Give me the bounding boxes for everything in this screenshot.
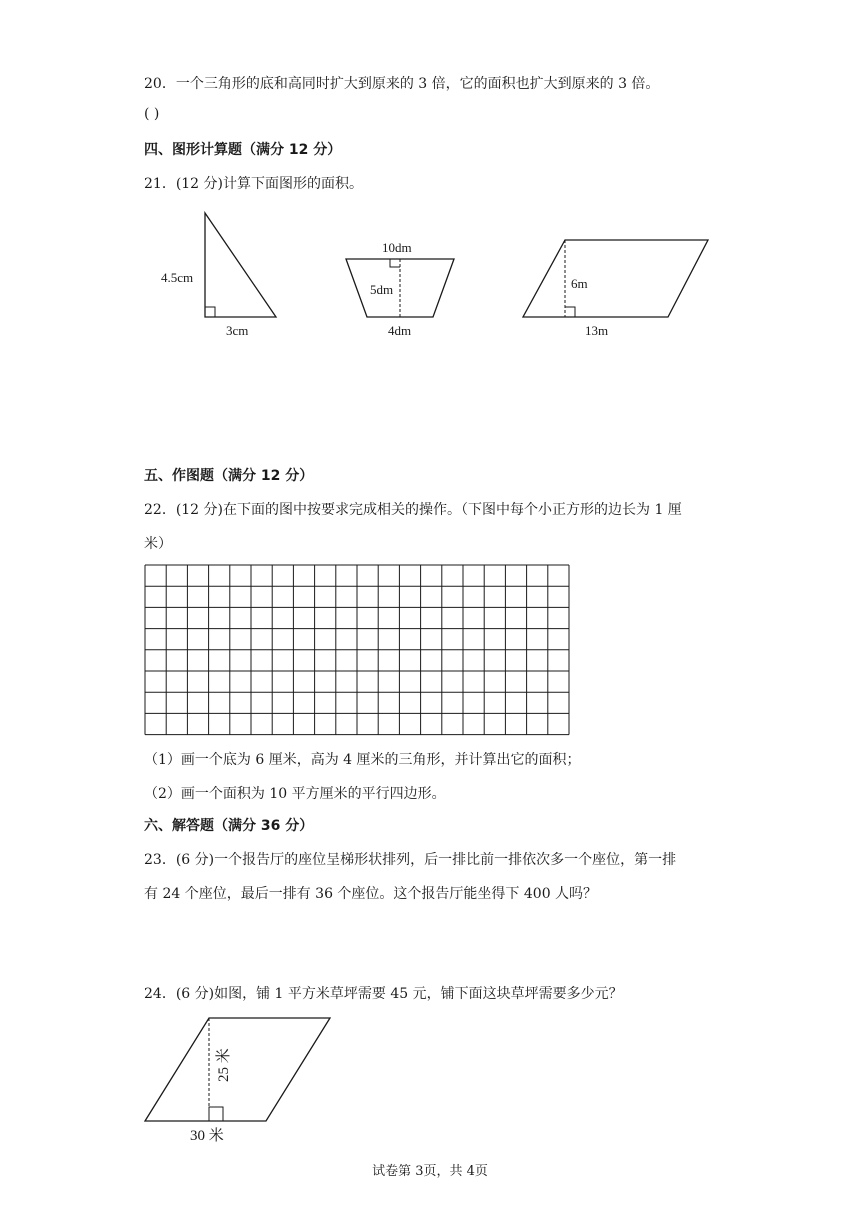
question-23-text-line2: 有 24 个座位，最后一排有 36 个座位。这个报告厅能坐得下 400 人吗？ [144,886,598,902]
question-20-answer-blank: ( ) [144,106,160,122]
q22-square-grid [144,564,572,736]
question-23-text-line1: 23．(6 分)一个报告厅的座位呈梯形状排列，后一排比前一排依次多一个座位，第一排 [144,852,677,868]
question-24-text: 24．(6 分)如图，铺 1 平方米草坪需要 45 元，铺下面这块草坪需要多少元？ [144,986,623,1002]
q21-right-triangle-figure [150,205,290,345]
q21-parallelogram-figure [515,230,715,345]
trapezoid-height-label: 5dm [370,282,394,297]
trapezoid-bottom-label: 4dm [388,323,412,338]
triangle-base-label: 3cm [226,323,249,338]
page-footer: 试卷第 3页，共 4页 [372,1164,488,1179]
question-22-text-line2: 米） [144,536,172,552]
question-22-sub2: （2）画一个面积为 10 平方厘米的平行四边形。 [144,786,446,802]
parallelogram-base-label: 13m [585,323,609,338]
section-5-title: 五、作图题（满分 12 分） [144,468,314,484]
q24-base-label: 30 米 [190,1128,224,1144]
question-20-text: 20．一个三角形的底和高同时扩大到原来的 3 倍，它的面积也扩大到原来的 3 倍。 [144,76,660,92]
q21-trapezoid-figure [340,235,460,345]
triangle-height-label: 4.5cm [161,270,194,285]
trapezoid-top-label: 10dm [382,240,412,255]
q24-height-label: 25 米 [216,1048,232,1082]
question-21-text: 21．(12 分)计算下面图形的面积。 [144,176,364,192]
question-22-text-line1: 22．(12 分)在下面的图中按要求完成相关的操作。（下图中每个小正方形的边长为 1 厘 [144,502,682,518]
section-4-title: 四、图形计算题（满分 12 分） [144,142,342,158]
parallelogram-height-label: 6m [571,276,588,291]
section-6-title: 六、解答题（满分 36 分） [144,818,314,834]
question-22-sub1: （1）画一个底为 6 厘米，高为 4 厘米的三角形，并计算出它的面积； [144,752,581,768]
q24-parallelogram-figure [140,1012,340,1152]
